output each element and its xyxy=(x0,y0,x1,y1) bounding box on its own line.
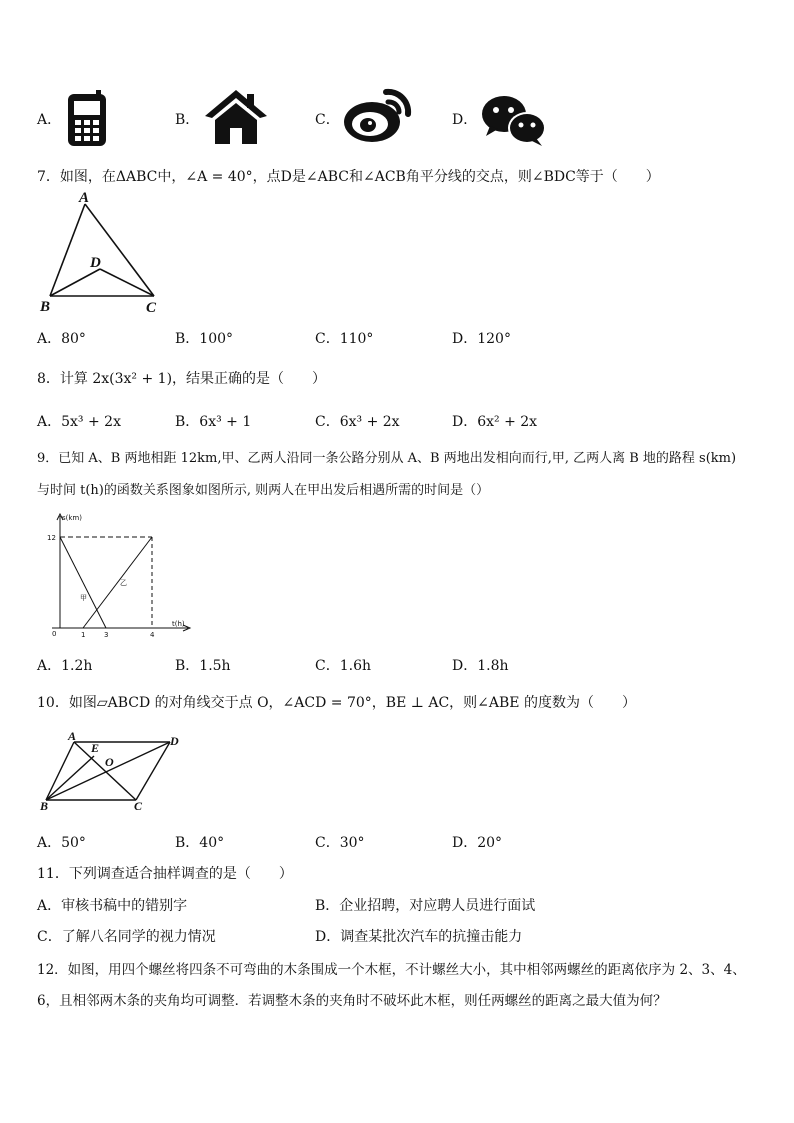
q7-option-a: A．80° xyxy=(37,331,86,347)
q9-graph xyxy=(40,510,200,640)
q10-label-c: C xyxy=(134,799,143,813)
q12-text-line2: 6，且相邻两木条的夹角均可调整．若调整木条的夹角时不破坏此木框，则任两螺丝的距离之最大值为何？ xyxy=(37,993,667,1009)
weibo-icon xyxy=(342,84,414,144)
q10-label-o: O xyxy=(105,755,114,769)
q10-option-b: B．40° xyxy=(175,835,225,851)
q9-option-d: D．1.8h xyxy=(452,658,509,674)
q11-text: 11．下列调查适合抽样调查的是（ ） xyxy=(37,866,293,882)
q9-series-jia: 甲 xyxy=(80,594,87,602)
q9-x-tick-1: 1 xyxy=(81,631,86,639)
q6-option-c-label: C． xyxy=(315,112,340,128)
q10-option-d: D．20° xyxy=(452,835,503,851)
q10-text: 10．如图▱ABCD 的对角线交于点 O，∠ACD = 70°，BE ⊥ AC，则∠ABE 的度数为（ ） xyxy=(37,695,636,711)
q11-option-c: C．了解八名同学的视力情况 xyxy=(37,929,216,945)
q11-option-b: B．企业招聘，对应聘人员进行面试 xyxy=(315,898,536,914)
q9-x-tick-3: 3 xyxy=(104,631,109,639)
q7-label-d: D xyxy=(90,255,101,271)
q6-option-d-label: D． xyxy=(452,112,478,128)
q8-option-c: C．6x³ + 2x xyxy=(315,414,400,430)
q7-label-b: B xyxy=(40,299,51,315)
q7-label-a: A xyxy=(79,190,90,206)
q10-label-e: E xyxy=(91,741,100,755)
q9-option-c: C．1.6h xyxy=(315,658,371,674)
q9-y-tick-12: 12 xyxy=(47,534,56,542)
q9-origin-label: 0 xyxy=(52,630,57,638)
q9-series-yi: 乙 xyxy=(120,579,127,587)
q10-option-a: A．50° xyxy=(37,835,86,851)
q12-text-line1: 12．如图，用四个螺丝将四条不可弯曲的木条围成一个木框，不计螺丝大小，其中相邻两螺丝的距离依序为 2、3、4、 xyxy=(37,962,746,978)
q9-x-tick-4: 4 xyxy=(150,631,155,639)
q9-option-b: B．1.5h xyxy=(175,658,231,674)
q8-option-a: A．5x³ + 2x xyxy=(37,414,121,430)
q11-option-a: A．审核书稿中的错别字 xyxy=(37,898,188,914)
q10-option-c: C．30° xyxy=(315,835,365,851)
q10-parallelogram-figure xyxy=(38,730,188,815)
q7-triangle-figure xyxy=(38,190,168,315)
q9-y-axis-label: s(km) xyxy=(62,514,82,522)
q7-option-c: C．110° xyxy=(315,331,374,347)
q8-option-d: D．6x² + 2x xyxy=(452,414,538,430)
q7-option-d: D．120° xyxy=(452,331,511,347)
q7-label-c: C xyxy=(146,300,157,316)
q10-label-b: B xyxy=(40,799,49,813)
q8-text: 8．计算 2x(3x² + 1)，结果正确的是（ ） xyxy=(37,371,327,387)
q7-option-b: B．100° xyxy=(175,331,234,347)
q9-option-a: A．1.2h xyxy=(37,658,93,674)
wechat-icon xyxy=(480,94,548,148)
q7-text: 7．如图，在ΔABC中，∠A = 40°，点D是∠ABC和∠ACB角平分线的交点，则∠BDC等于（ ） xyxy=(37,169,660,185)
q9-x-axis-label: t(h) xyxy=(172,620,185,628)
q11-option-d: D．调查某批次汽车的抗撞击能力 xyxy=(315,929,523,945)
q9-text-line1: 9．已知 A、B 两地相距 12km,甲、乙两人沿同一条公路分别从 A、B 两地出发相向而行,甲, 乙两人离 B 地的路程 s(km) xyxy=(37,451,737,466)
q6-option-a-label: A． xyxy=(37,112,62,128)
house-icon xyxy=(203,88,269,146)
q9-text-line2: 与时间 t(h)的函数关系图象如图所示, 则两人在甲出发后相遇所需的时间是（） xyxy=(37,483,490,498)
q10-label-d: D xyxy=(170,734,179,748)
q8-option-b: B．6x³ + 1 xyxy=(175,414,252,430)
q6-option-b-label: B． xyxy=(175,112,200,128)
mobile-phone-icon xyxy=(66,90,110,148)
q10-label-a: A xyxy=(68,729,77,743)
